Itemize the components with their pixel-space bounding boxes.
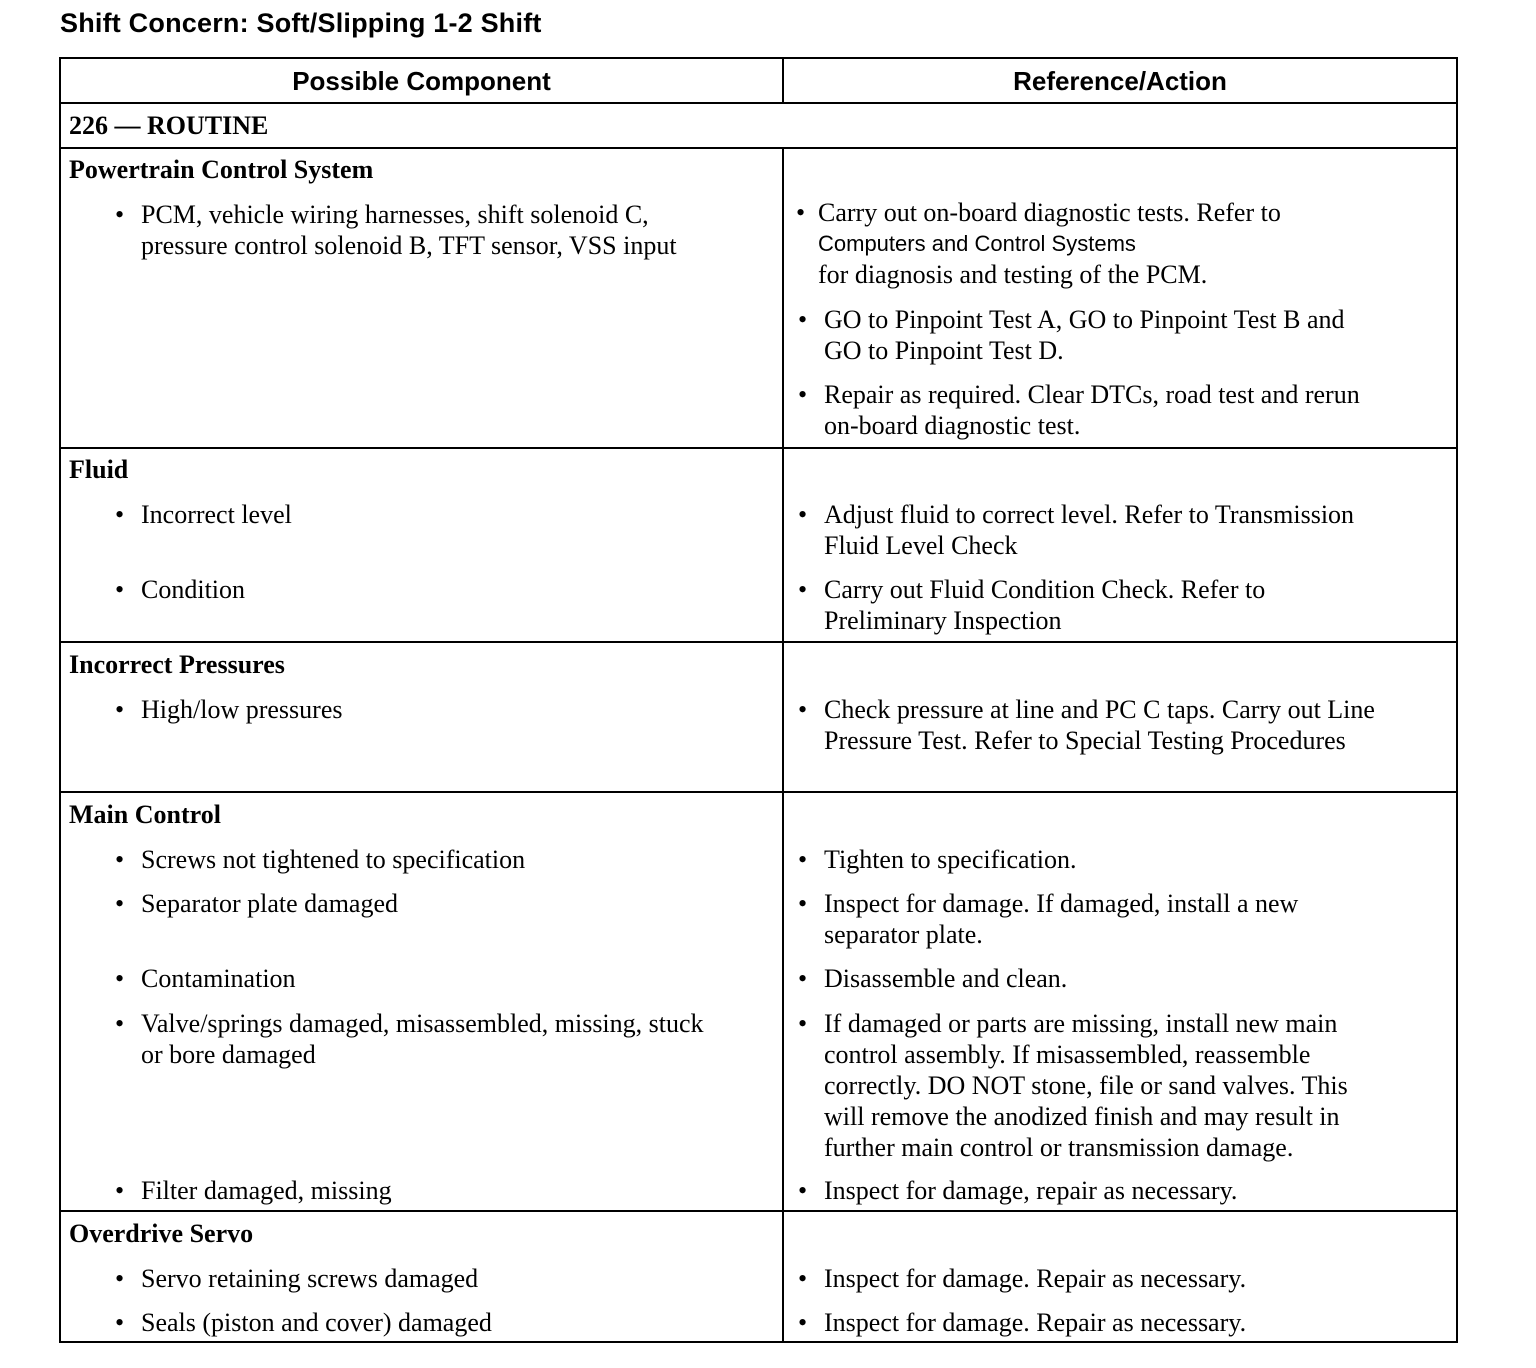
- section-heading-powertrain: Powertrain Control System: [69, 155, 374, 184]
- bullet-icon: •: [115, 200, 125, 229]
- bullet-icon: •: [798, 1176, 808, 1205]
- bullet-icon: •: [798, 575, 808, 604]
- section-rule: [61, 447, 1456, 449]
- reference-computers-and-control-systems: Computers and Control Systems: [818, 231, 1136, 256]
- section-heading-incorrect-pressures: Incorrect Pressures: [69, 650, 285, 679]
- routine-label: 226 — ROUTINE: [69, 111, 269, 140]
- section-heading-fluid: Fluid: [69, 455, 129, 484]
- bullet-icon: •: [798, 964, 808, 993]
- bullet-icon: •: [115, 1308, 125, 1337]
- bullet-icon: •: [798, 845, 808, 874]
- column-header-component: Possible Component: [292, 66, 551, 96]
- routine-rule: [61, 147, 1456, 149]
- bullet-icon: •: [115, 964, 125, 993]
- bullet-icon: •: [798, 305, 808, 334]
- bullet-icon: •: [115, 1176, 125, 1205]
- shift-concern-table: Possible Component Reference/Action 226 — ROUTINE Powertrain Control System • PCM, vehicle wiring harnesses, shift solenoid C, pressure control solenoid B, TFT sensor, VSS input • Carry out on-board diagnostic tests. Refer to Computers and Control Systems for diagnosis and testing of the PCM. • GO to Pinpoint Test A, GO to Pinpoint Test B and GO to Pinpoint Test D. • Repair as required. Clear DTCs, road test and rerun on-board diagnostic test. Fluid • Incorrect level • Condition • Adjust fluid to correct level. Refer to Transmission Fluid Level Check • Carry out Fluid Condition Check. Refer to Preliminary Inspection Incorrect Pressures • High/low pressures • Check pressure at line and PC C taps. Carry out Line Pressure Test. Refer to Special Testing Procedures Main Control • Screws not tightened to specification • Separator plate damaged • Contamination • Valve/springs damaged, misassembled, missing, stuck or bore damaged • Filter damaged, missing • Tighten to specification. • Inspect for damage. If damaged, install a new separator plate. • Disassemble and clean. • If damaged or parts are missing, install new main control assembly. If misassembled, reassemble correctly. DO NOT stone, file or sand valves. This will remove the anodized finish and may result in further main control or transmission damage. • Inspect for damage, repair as necessary. Overdrive Servo • Servo retaining screws damaged • Seals (piston and cover) damaged • Inspect for damage. Repair as necessary. • Inspect for damage. Repair as necessary.: [59, 57, 1458, 1343]
- section-heading-main-control: Main Control: [69, 800, 221, 829]
- page-title: Shift Concern: Soft/Slipping 1-2 Shift: [60, 8, 542, 38]
- bullet-icon: •: [115, 1009, 125, 1038]
- section-rule: [61, 641, 1456, 643]
- bullet-icon: •: [796, 198, 806, 227]
- column-header-action: Reference/Action: [1013, 66, 1227, 96]
- bullet-icon: •: [798, 1264, 808, 1293]
- section-rule: [61, 1210, 1456, 1212]
- bullet-icon: •: [798, 380, 808, 409]
- column-divider: [782, 147, 784, 1343]
- bullet-icon: •: [115, 500, 125, 529]
- bullet-icon: •: [798, 1308, 808, 1337]
- bullet-icon: •: [115, 889, 125, 918]
- bullet-icon: •: [115, 845, 125, 874]
- bullet-icon: •: [798, 695, 808, 724]
- bullet-icon: •: [115, 1264, 125, 1293]
- bullet-icon: •: [115, 575, 125, 604]
- header-rule: [61, 102, 1456, 104]
- bullet-icon: •: [798, 500, 808, 529]
- section-rule: [61, 791, 1456, 793]
- section-heading-overdrive-servo: Overdrive Servo: [69, 1219, 254, 1248]
- bullet-icon: •: [798, 1009, 808, 1038]
- bullet-icon: •: [115, 695, 125, 724]
- bullet-icon: •: [798, 889, 808, 918]
